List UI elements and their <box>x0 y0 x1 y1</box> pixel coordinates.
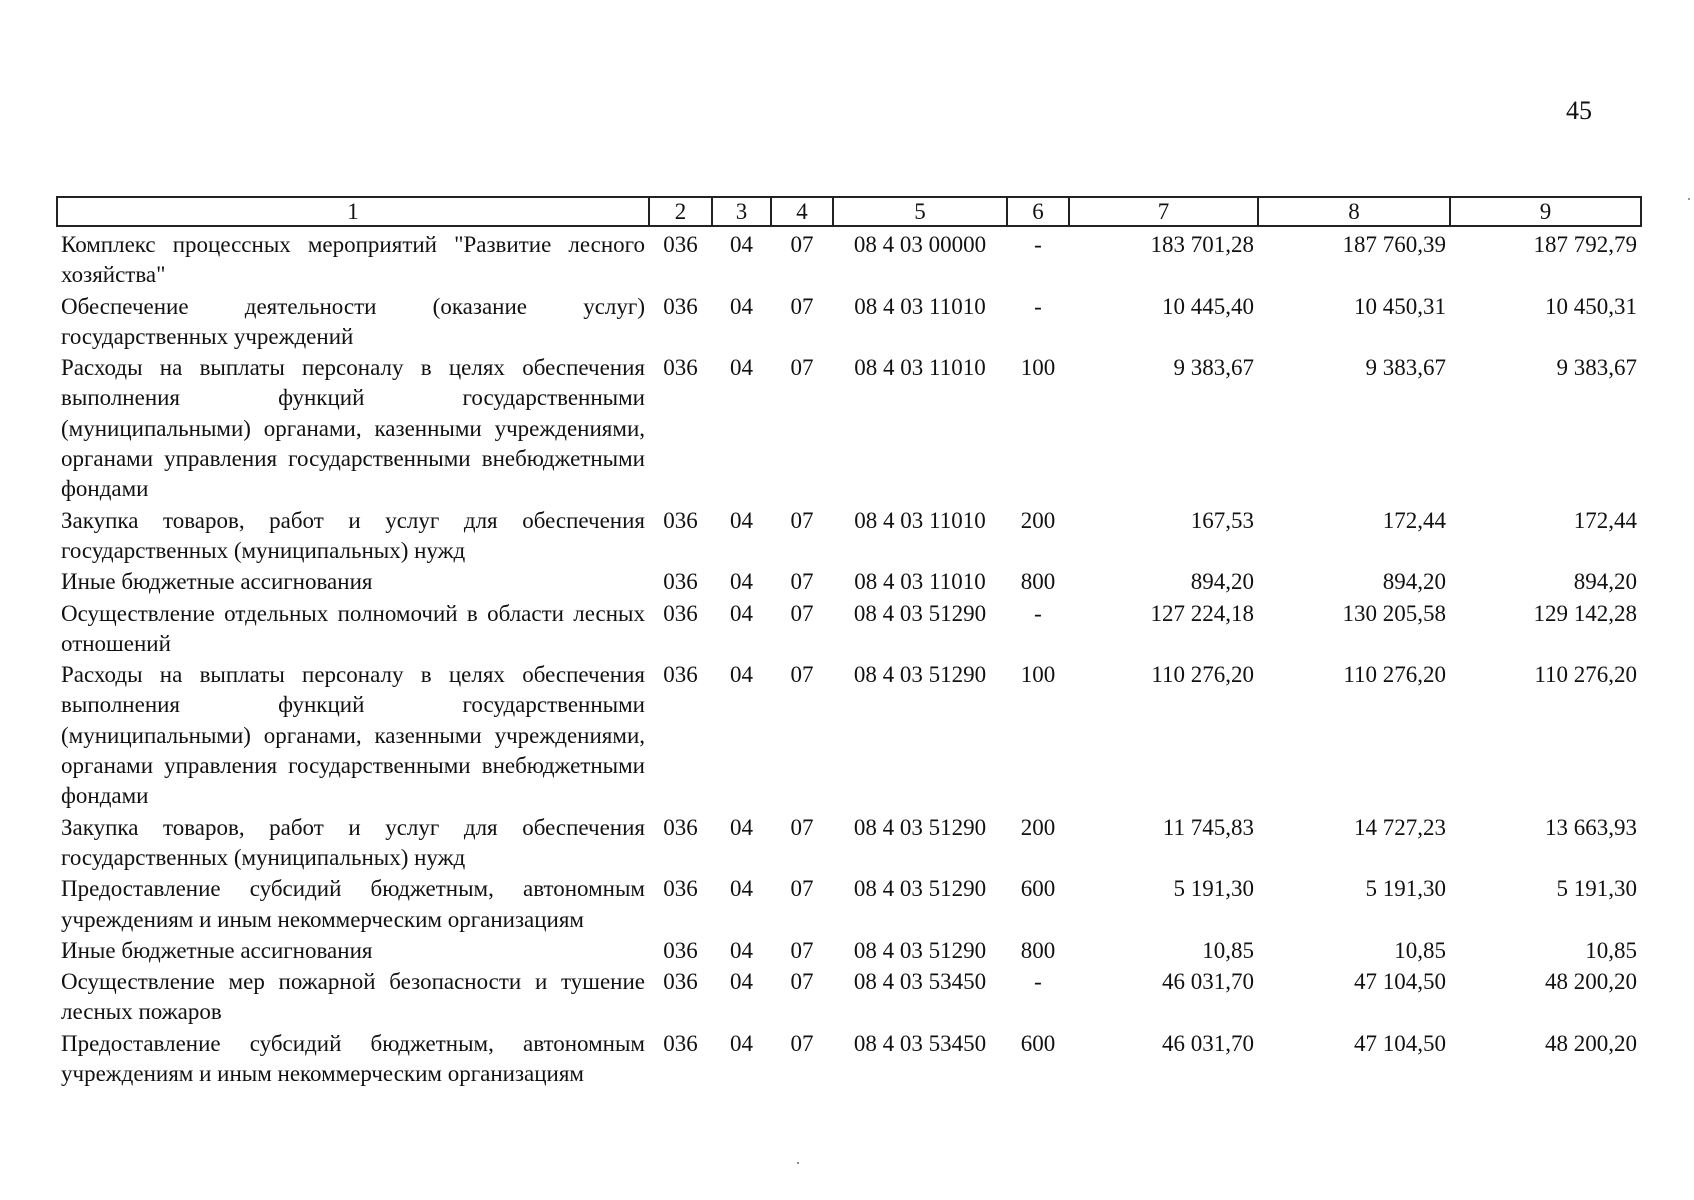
cell-expense-type: 200 <box>1020 814 1056 840</box>
cell-target-code: 08 4 03 11010 <box>854 507 986 533</box>
table-row <box>57 505 1641 567</box>
cell-target-code: 08 4 03 11010 <box>854 355 986 381</box>
column-header: 7 <box>1069 197 1258 226</box>
column-header: 5 <box>833 197 1007 226</box>
cell-target-code: 08 4 03 53450 <box>853 969 987 995</box>
cell-section: 04 <box>730 355 753 381</box>
cell-amount-col8: 172,44 <box>1382 507 1446 533</box>
cell-amount-col7: 183 701,28 <box>1150 232 1254 257</box>
cell-target-code: 08 4 03 51290 <box>853 814 987 840</box>
table-row <box>57 566 1641 597</box>
column-header: 2 <box>649 197 712 226</box>
cell-grbs: 036 <box>663 355 698 381</box>
cell-grbs: 036 <box>663 969 698 995</box>
cell-subsection: 07 <box>790 1030 814 1056</box>
cell-amount-col8: 187 760,39 <box>1342 232 1446 257</box>
cell-target-code: 08 4 03 11010 <box>854 293 986 319</box>
cell-expense-type: 600 <box>1020 1030 1056 1056</box>
cell-amount-col8: 130 205,58 <box>1342 600 1446 626</box>
scan-edge-mark <box>1688 198 1690 200</box>
column-header: 8 <box>1258 197 1450 226</box>
row-name: Иные бюджетные ассигнования <box>61 937 373 963</box>
cell-amount-col9: 129 142,28 <box>1533 600 1637 626</box>
cell-target-code: 08 4 03 51290 <box>853 937 987 963</box>
row-name: Осуществление отдельных полномочий в области лесных отношений <box>61 600 645 656</box>
cell-amount-col7: 167,53 <box>1190 507 1254 533</box>
cell-amount-col7: 894,20 <box>1190 569 1254 595</box>
column-header: 4 <box>771 197 833 226</box>
cell-subsection: 07 <box>790 937 814 963</box>
cell-amount-col9: 5 191,30 <box>1556 876 1637 902</box>
cell-expense-type: 100 <box>1020 355 1056 381</box>
cell-target-code: 08 4 03 00000 <box>853 232 987 257</box>
cell-target-code: 08 4 03 53450 <box>853 1030 987 1056</box>
cell-amount-col9: 10 450,31 <box>1545 293 1637 319</box>
cell-expense-type: - <box>1034 600 1042 626</box>
cell-amount-col9: 9 383,67 <box>1556 355 1637 381</box>
cell-section: 04 <box>730 876 753 902</box>
cell-section: 04 <box>730 507 753 533</box>
cell-target-code: 08 4 03 51290 <box>853 662 987 688</box>
cell-amount-col8: 894,20 <box>1382 569 1446 595</box>
cell-amount-col9: 13 663,93 <box>1545 814 1637 840</box>
cell-amount-col8: 10,85 <box>1394 937 1446 963</box>
cell-target-code: 08 4 03 11010 <box>854 569 986 595</box>
cell-subsection: 07 <box>790 507 814 533</box>
cell-expense-type: - <box>1034 293 1042 319</box>
row-name: Закупка товаров, работ и услуг для обеспечения государственных (муниципальных) нужд <box>61 814 645 870</box>
cell-amount-col7: 127 224,18 <box>1150 600 1254 626</box>
cell-amount-col8: 5 191,30 <box>1365 876 1446 902</box>
page-number: 45 <box>1566 96 1592 125</box>
cell-section: 04 <box>730 662 753 688</box>
cell-subsection: 07 <box>790 600 814 626</box>
cell-amount-col9: 48 200,20 <box>1545 969 1637 995</box>
row-name: Иные бюджетные ассигнования <box>61 569 373 595</box>
table-row <box>57 935 1641 966</box>
budget-table <box>56 196 1642 1089</box>
cell-subsection: 07 <box>790 355 814 381</box>
cell-amount-col8: 14 727,23 <box>1354 814 1446 840</box>
table-row <box>57 1028 1641 1090</box>
cell-grbs: 036 <box>663 1030 698 1056</box>
column-header: 1 <box>57 197 649 226</box>
cell-section: 04 <box>730 569 753 595</box>
cell-section: 04 <box>730 232 753 257</box>
cell-expense-type: 600 <box>1020 876 1056 902</box>
column-header: 3 <box>712 197 771 226</box>
cell-subsection: 07 <box>790 876 814 902</box>
cell-subsection: 07 <box>790 969 814 995</box>
row-name: Комплекс процессных мероприятий "Развитие лесного хозяйства" <box>61 232 645 288</box>
cell-section: 04 <box>730 937 753 963</box>
cell-amount-col9: 48 200,20 <box>1545 1030 1637 1056</box>
cell-subsection: 07 <box>790 232 814 257</box>
row-name: Предоставление субсидий бюджетным, автономным учреждениям и иным некоммерческим организациям <box>61 1030 645 1087</box>
row-name: Расходы на выплаты персоналу в целях обеспечения выполнения функций государственными (муниципальными) органами, казенными учреждениями, органами управления государственными внебюджетными фондами <box>61 355 645 502</box>
cell-amount-col7: 10,85 <box>1202 937 1254 963</box>
row-name: Осуществление мер пожарной безопасности и тушение лесных пожаров <box>61 969 645 1025</box>
row-name: Расходы на выплаты персоналу в целях обеспечения выполнения функций государственными (муниципальными) органами, казенными учреждениями, органами управления государственными внебюджетными фондами <box>61 662 645 809</box>
cell-amount-col7: 5 191,30 <box>1173 876 1254 902</box>
column-header: 6 <box>1007 197 1069 226</box>
row-name: Закупка товаров, работ и услуг для обеспечения государственных (муниципальных) нужд <box>61 507 645 563</box>
cell-amount-col8: 47 104,50 <box>1354 969 1446 995</box>
scan-dot <box>797 1162 799 1164</box>
table-row <box>57 966 1641 1028</box>
cell-section: 04 <box>730 600 753 626</box>
table-row <box>57 291 1641 353</box>
cell-amount-col7: 9 383,67 <box>1173 355 1254 381</box>
cell-amount-col7: 11 745,83 <box>1162 814 1254 840</box>
cell-section: 04 <box>730 293 753 319</box>
row-name: Обеспечение деятельности (оказание услуг) государственных учреждений <box>61 293 645 349</box>
cell-amount-col8: 47 104,50 <box>1354 1030 1446 1056</box>
cell-expense-type: 800 <box>1020 569 1056 595</box>
row-name: Предоставление субсидий бюджетным, автономным учреждениям и иным некоммерческим организациям <box>61 876 645 932</box>
cell-subsection: 07 <box>790 814 814 840</box>
cell-amount-col8: 110 276,20 <box>1343 662 1446 688</box>
cell-expense-type: - <box>1034 232 1042 257</box>
cell-amount-col7: 110 276,20 <box>1151 662 1254 688</box>
table-header-row <box>57 197 1641 226</box>
table-row <box>57 873 1641 935</box>
column-header: 9 <box>1450 197 1641 226</box>
cell-grbs: 036 <box>663 814 698 840</box>
cell-grbs: 036 <box>663 600 698 626</box>
cell-grbs: 036 <box>663 937 698 963</box>
cell-amount-col8: 10 450,31 <box>1354 293 1446 319</box>
cell-section: 04 <box>730 814 753 840</box>
cell-expense-type: 100 <box>1020 662 1056 688</box>
cell-amount-col9: 187 792,79 <box>1533 232 1637 257</box>
table-row <box>57 812 1641 874</box>
cell-section: 04 <box>730 969 753 995</box>
cell-expense-type: 200 <box>1020 507 1056 533</box>
cell-grbs: 036 <box>663 232 698 257</box>
table-row <box>57 352 1641 504</box>
cell-subsection: 07 <box>790 569 814 595</box>
cell-expense-type: - <box>1034 969 1042 995</box>
cell-grbs: 036 <box>663 876 698 902</box>
cell-grbs: 036 <box>663 293 698 319</box>
cell-target-code: 08 4 03 51290 <box>853 600 987 626</box>
cell-amount-col9: 110 276,20 <box>1534 662 1637 688</box>
table-row <box>57 229 1641 291</box>
cell-target-code: 08 4 03 51290 <box>853 876 987 902</box>
cell-amount-col7: 10 445,40 <box>1162 293 1254 319</box>
cell-subsection: 07 <box>790 293 814 319</box>
cell-amount-col9: 172,44 <box>1573 507 1637 533</box>
cell-expense-type: 800 <box>1020 937 1056 963</box>
cell-grbs: 036 <box>663 569 698 595</box>
cell-amount-col9: 894,20 <box>1573 569 1637 595</box>
cell-subsection: 07 <box>790 662 814 688</box>
table-row <box>57 659 1641 811</box>
cell-amount-col7: 46 031,70 <box>1162 1030 1254 1056</box>
cell-amount-col9: 10,85 <box>1585 937 1637 963</box>
cell-section: 04 <box>730 1030 753 1056</box>
cell-amount-col7: 46 031,70 <box>1162 969 1254 995</box>
cell-amount-col8: 9 383,67 <box>1365 355 1446 381</box>
table-row <box>57 598 1641 660</box>
cell-grbs: 036 <box>663 662 698 688</box>
cell-grbs: 036 <box>663 507 698 533</box>
